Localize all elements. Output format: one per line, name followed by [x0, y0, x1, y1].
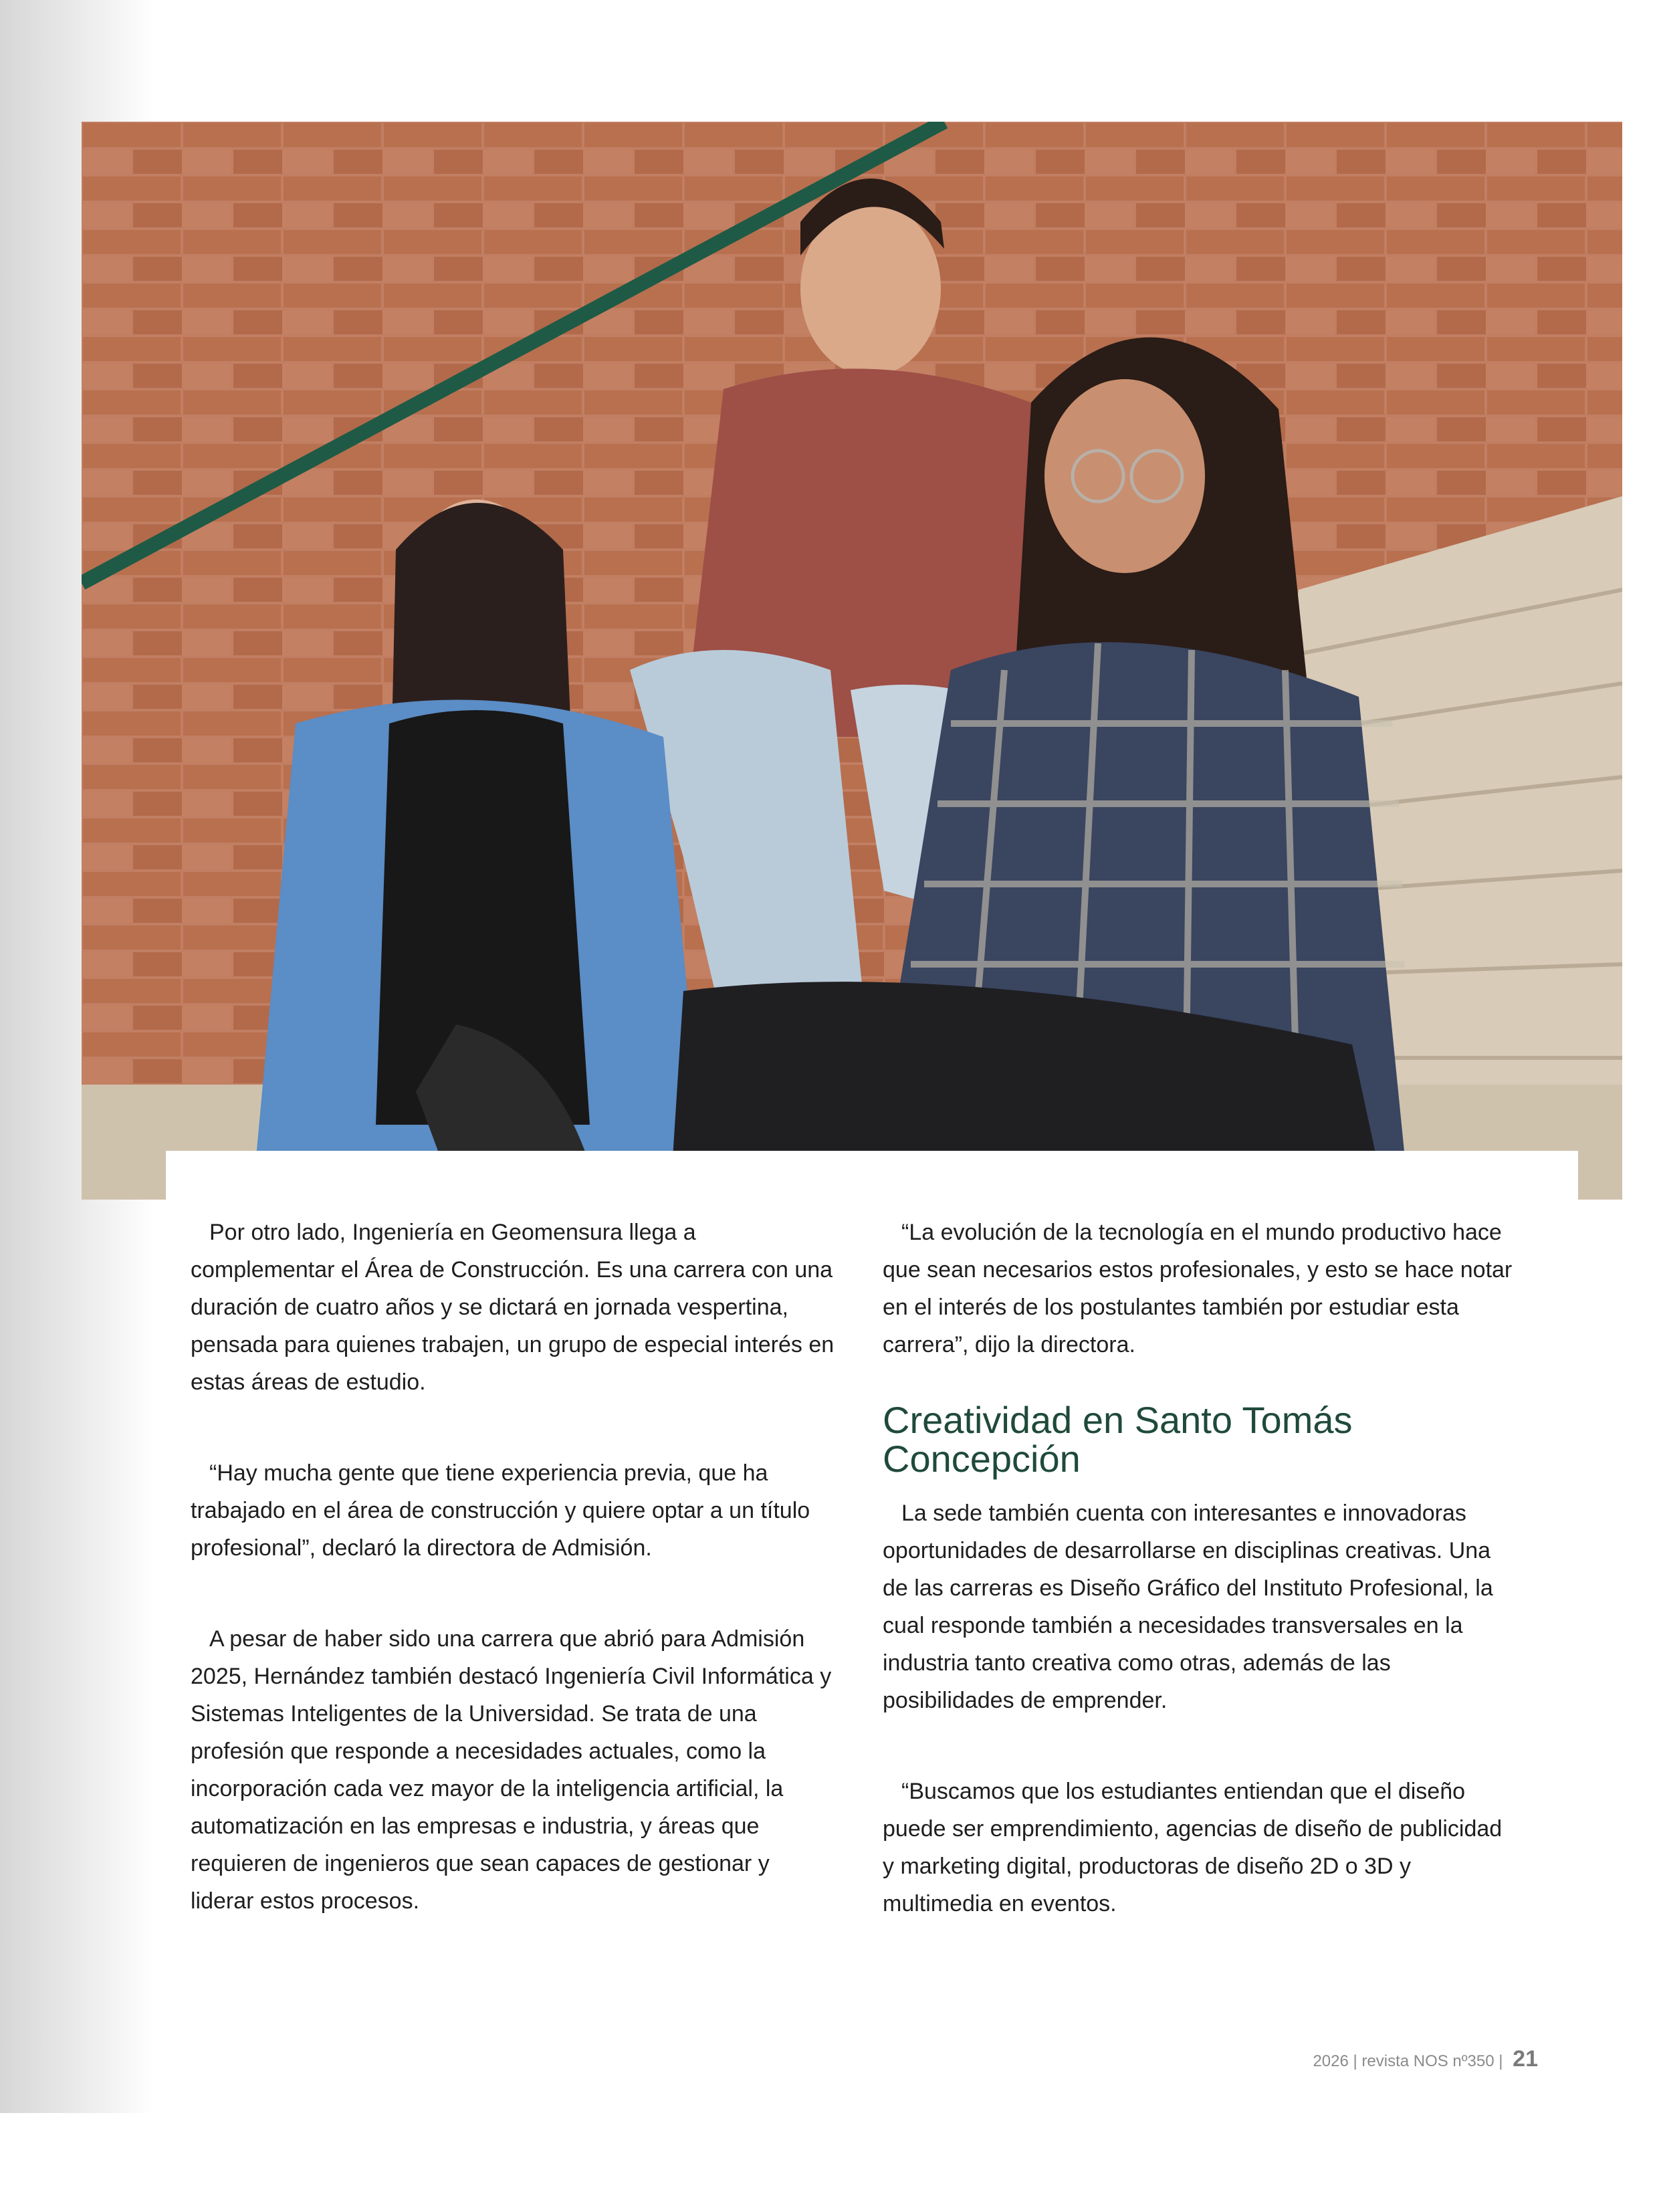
paragraph: “La evolución de la tecnología en el mundo productivo hace que sean necesarios estos profesionales, y esto se hace notar en el interés de los postulantes también por estudiar esta carrera”, dijo la directora.: [883, 1220, 1513, 1357]
publication-info: 2026 | revista NOS nº350 |: [1313, 2052, 1503, 2070]
left-column: [191, 1214, 836, 1973]
paragraph: “Hay mucha gente que tiene experiencia previa, que ha trabajado en el área de construcción y quiere optar a un título profesional”, declaró la directora de Admisión.: [191, 1460, 810, 1561]
paragraph: La sede también cuenta con interesantes e innovadoras oportunidades de desarrollarse en disciplinas creativas. Una de las carreras es Diseño Gráfico del Instituto Profesional, la cual responde también a necesidades transversales en la industria tanto creativa como otras, además de las posibilidades de emprender.: [883, 1501, 1493, 1713]
right-column: [883, 1214, 1518, 1976]
photo-text-inset: [166, 1151, 1578, 1204]
feature-photo: [82, 122, 1622, 1200]
paragraph: A pesar de haber sido una carrera que abrió para Admisión 2025, Hernández también destacó Ingeniería Civil Informática y Sistemas Inteligentes de la Universidad. Se trata de una profesión que responde a necesidades actuales, como la incorporación cada vez mayor de la inteligencia artificial, la automatización en las empresas e industria, y áreas que requieren de ingenieros que sean capaces de gestionar y liderar estos procesos.: [191, 1626, 832, 1914]
paragraph: Por otro lado, Ingeniería en Geomensura llega a complementar el Área de Construcción. Es una carrera con una duración de cuatro años y se dictará en jornada vespertina, pensada para quienes trabajen, un grupo de especial interés en estas áreas de estudio.: [191, 1220, 835, 1395]
page-number: 21: [1513, 2046, 1538, 2072]
paragraph: “Buscamos que los estudiantes entiendan que el diseño puede ser emprendimiento, agencias de diseño de publicidad y marketing digital, productoras de diseño 2D o 3D y multimedia en eventos.: [883, 1779, 1503, 1916]
page-footer: [1297, 2046, 1538, 2073]
section-heading: Creatividad en Santo Tomás Concepción: [883, 1399, 1353, 1480]
